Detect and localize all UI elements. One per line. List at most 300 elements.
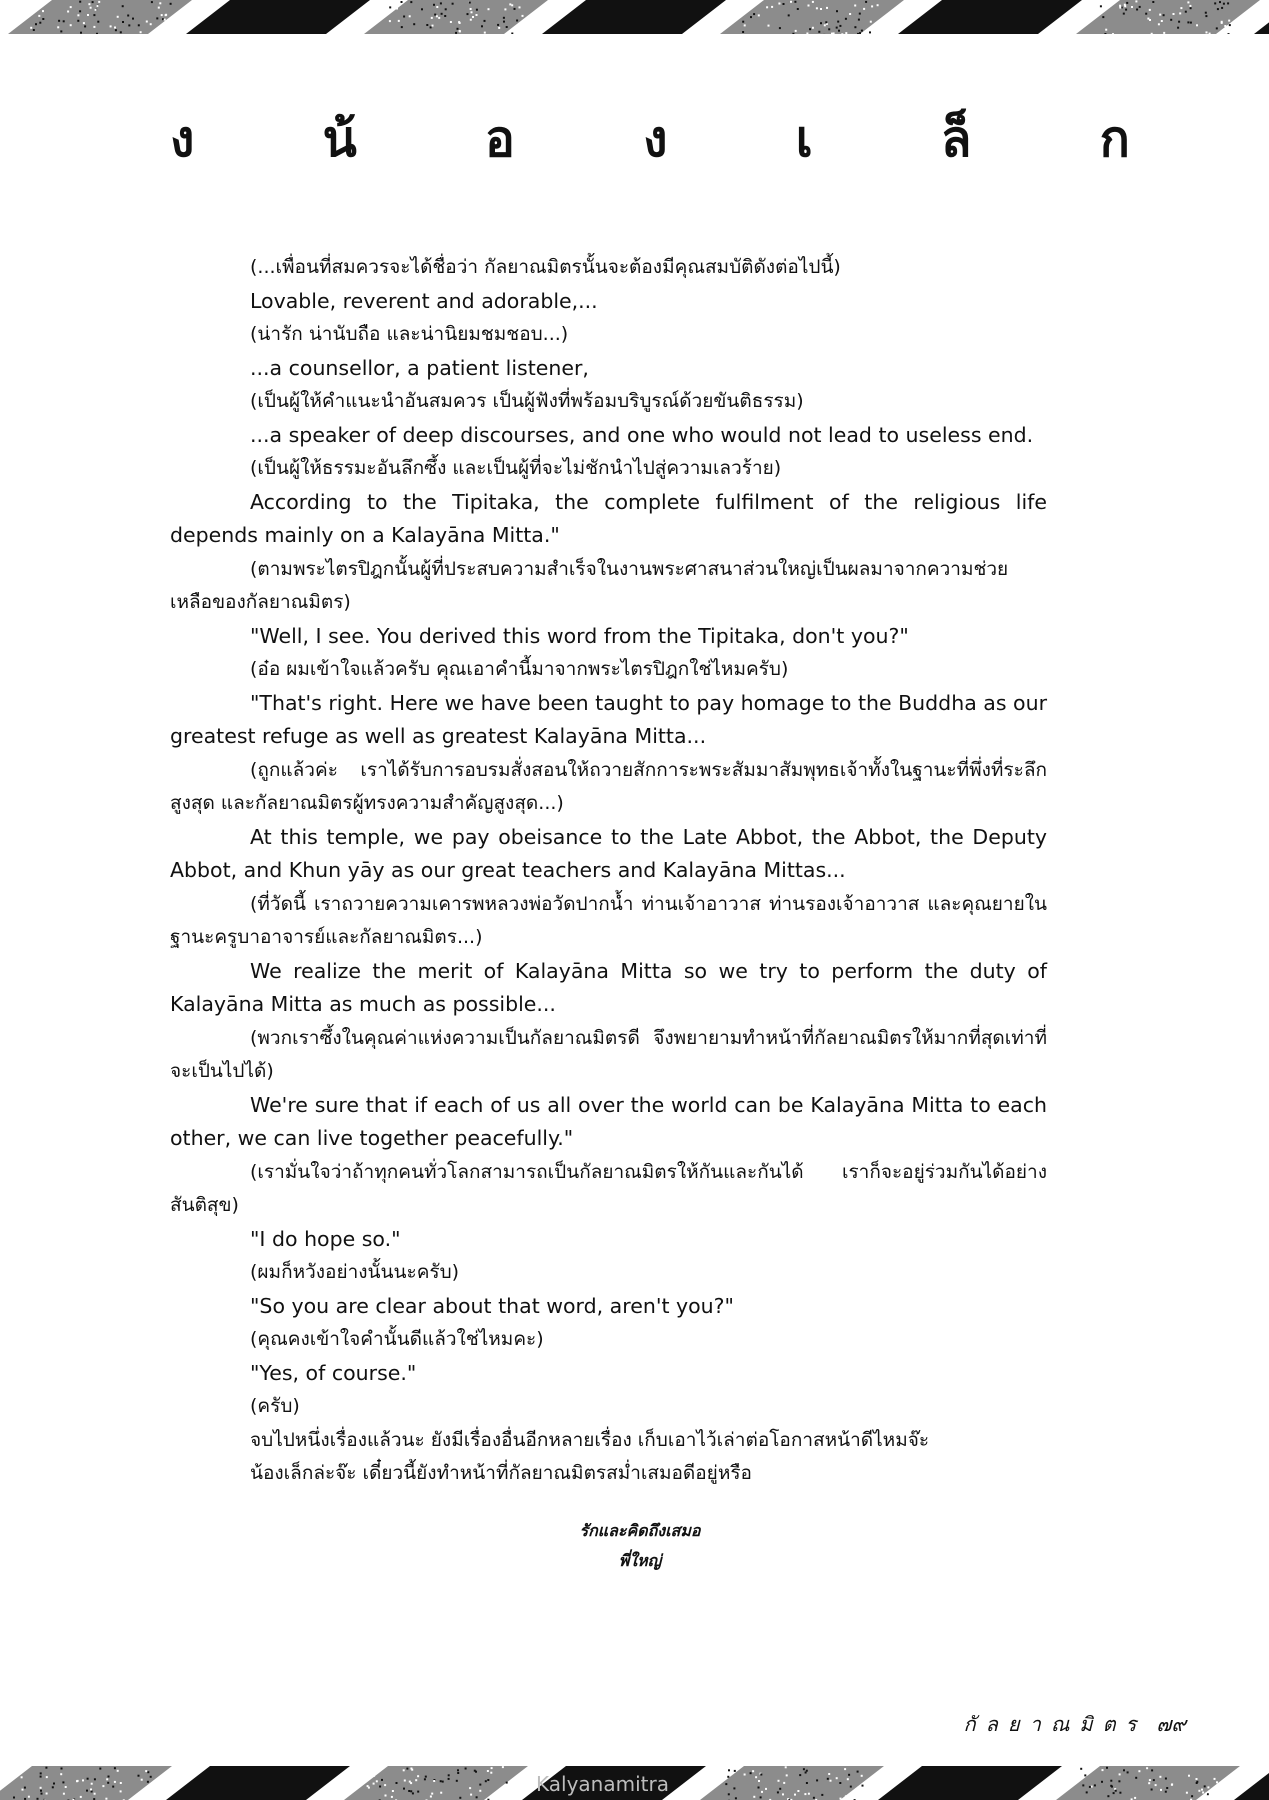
band-speckle [16, 1768, 18, 1770]
band-speckle [1187, 1, 1189, 3]
band-speckle [114, 1781, 116, 1783]
band-speckle [1186, 1792, 1188, 1794]
band-speckle [438, 17, 440, 19]
band-speckle [1229, 24, 1231, 26]
band-speckle [1227, 2, 1229, 4]
band-speckle [854, 26, 856, 28]
band-stripe [166, 1766, 350, 1800]
band-stripe [344, 1766, 528, 1800]
band-speckle [1123, 13, 1125, 15]
band-speckle [771, 6, 773, 8]
band-speckle [1107, 1795, 1109, 1797]
band-speckle [1202, 1792, 1204, 1794]
page-heading [170, 100, 1130, 179]
band-speckle [430, 26, 432, 28]
band-speckle [117, 16, 119, 18]
band-speckle [792, 33, 794, 34]
band-speckle [156, 17, 158, 19]
band-speckle [122, 5, 124, 7]
band-speckle [840, 1798, 842, 1800]
band-stripe [542, 0, 726, 34]
band-speckle [742, 21, 744, 23]
band-stripe [186, 0, 370, 34]
band-speckle [445, 8, 447, 10]
band-speckle [60, 1773, 62, 1775]
band-speckle [766, 6, 768, 8]
band-speckle [117, 1770, 119, 1772]
band-speckle [1204, 1785, 1206, 1787]
band-speckle [795, 30, 797, 32]
band-speckle [1161, 20, 1163, 22]
band-speckle [859, 32, 861, 34]
band-speckle [1224, 25, 1226, 27]
band-speckle [138, 1775, 140, 1777]
band-speckle [376, 1780, 378, 1782]
band-speckle [1079, 1775, 1081, 1777]
band-speckle [28, 1796, 30, 1798]
band-speckle [1139, 6, 1141, 8]
band-speckle [448, 1778, 450, 1780]
heading-letter: ก [1099, 109, 1130, 168]
band-speckle [42, 10, 44, 12]
band-speckle [465, 1768, 467, 1770]
band-speckle [90, 7, 92, 9]
band-speckle [403, 16, 405, 18]
band-speckle [410, 1, 412, 3]
band-speckle [1214, 1794, 1216, 1796]
band-speckle [848, 1774, 850, 1776]
band-speckle [803, 1768, 805, 1770]
band-speckle [457, 28, 459, 30]
band-speckle [826, 7, 828, 9]
band-speckle [742, 31, 744, 33]
band-speckle [33, 29, 35, 31]
band-speckle [35, 23, 37, 25]
band-speckle [865, 1, 867, 3]
band-speckle [1177, 27, 1179, 29]
heading-letter: ง [170, 109, 195, 168]
band-speckle [725, 1783, 727, 1785]
band-speckle [1218, 1788, 1220, 1790]
band-speckle [150, 1776, 152, 1778]
band-speckle [1163, 32, 1165, 34]
band-speckle [758, 1787, 760, 1789]
band-speckle [1094, 1784, 1096, 1786]
band-speckle [102, 1785, 104, 1787]
band-speckle [481, 25, 483, 27]
band-speckle [42, 18, 44, 20]
band-speckle [799, 1774, 801, 1776]
band-speckle [1207, 1786, 1209, 1788]
band-speckle [164, 19, 166, 21]
paragraph: "Yes, of course." [250, 1360, 417, 1385]
band-speckle [1189, 5, 1191, 7]
band-speckle [413, 23, 415, 25]
band-speckle [389, 20, 391, 22]
band-speckle [1106, 1767, 1108, 1769]
band-speckle [847, 1778, 849, 1780]
band-speckle [861, 1775, 863, 1777]
band-speckle [830, 1780, 832, 1782]
band-speckle [472, 16, 474, 18]
band-speckle [863, 8, 865, 10]
band-speckle [87, 1778, 89, 1780]
band-speckle [120, 1782, 122, 1784]
band-speckle [845, 1795, 847, 1797]
band-speckle [1196, 24, 1198, 26]
band-speckle [511, 33, 513, 35]
band-speckle [744, 24, 746, 26]
band-speckle [1165, 1791, 1167, 1793]
band-speckle [785, 1766, 787, 1768]
band-speckle [150, 23, 152, 25]
band-speckle [1205, 12, 1207, 14]
band-speckle [1191, 1795, 1193, 1797]
band-speckle [431, 17, 433, 19]
band-speckle [844, 1768, 846, 1770]
band-speckle [779, 27, 781, 29]
band-stripe [1234, 1766, 1269, 1800]
band-speckle [504, 8, 506, 10]
band-speckle [491, 1767, 493, 1769]
band-speckle [760, 1796, 762, 1798]
band-speckle [84, 25, 86, 27]
band-speckle [403, 1788, 405, 1790]
band-speckle [122, 21, 124, 23]
band-speckle [1160, 1789, 1162, 1791]
paragraph: Lovable, reverent and adorable,... [250, 288, 598, 313]
band-speckle [1124, 5, 1126, 7]
band-speckle [1173, 13, 1175, 15]
band-stripe [1056, 1766, 1240, 1800]
band-speckle [485, 1780, 487, 1782]
band-speckle [99, 1768, 101, 1770]
band-speckle [809, 28, 811, 30]
signature-closing: รักและคิดถึงเสมอ [579, 1521, 701, 1540]
band-speckle [841, 33, 843, 34]
band-speckle [415, 1779, 417, 1781]
band-speckle [765, 1788, 767, 1790]
band-speckle [1205, 15, 1207, 17]
band-speckle [396, 8, 398, 10]
band-stripe [700, 1766, 884, 1800]
band-speckle [753, 13, 755, 15]
band-speckle [1146, 1767, 1148, 1769]
band-speckle [750, 1772, 752, 1774]
band-speckle [1216, 27, 1218, 29]
band-speckle [79, 10, 81, 12]
paragraph: (พวกเราซึ้งในคุณค่าแห่งความเป็นกัลยาณมิตรดี จึงพยายามทำหน้าที่กัลยาณมิตรให้มากที่สุดเท่าที่จะเป็นไปได้) [170, 1026, 1047, 1082]
paragraph: (...เพื่อนที่สมควรจะได้ชื่อว่า กัลยาณมิตรนั้นจะต้องมีคุณสมบัติดังต่อไปนี้) [250, 256, 841, 278]
band-speckle [46, 1793, 48, 1795]
watermark: Kalyanamitra [536, 1772, 669, 1796]
band-speckle [384, 1784, 386, 1786]
band-speckle [97, 5, 99, 7]
band-speckle [1151, 1789, 1153, 1791]
band-speckle [783, 1782, 785, 1784]
band-speckle [818, 31, 820, 33]
band-speckle [1190, 22, 1192, 24]
band-speckle [432, 25, 434, 27]
band-speckle [476, 9, 478, 11]
band-speckle [497, 24, 499, 26]
heading-letter: เ [795, 109, 813, 168]
heading-letter: ล็ [940, 109, 972, 168]
paragraph: We realize the merit of Kalayāna Mitta so we try to perform the duty of Kalayāna Mitta as much as possible... [170, 958, 1047, 1016]
band-speckle [77, 20, 79, 22]
band-speckle [1219, 1, 1221, 3]
band-speckle [1148, 1782, 1150, 1784]
band-speckle [77, 14, 79, 16]
band-speckle [1134, 1797, 1136, 1799]
band-speckle [115, 29, 117, 31]
paragraph: จบไปหนึ่งเรื่องแล้วนะ ยังมีเรื่องอื่นอีกหลายเรื่อง เก็บเอาไว้เล่าต่อโอกาสหน้าดีไหมจ๊ะ [250, 1428, 930, 1451]
band-speckle [836, 27, 838, 29]
band-speckle [859, 13, 861, 15]
band-speckle [1082, 1784, 1084, 1786]
band-speckle [60, 30, 62, 32]
band-speckle [96, 33, 98, 34]
band-speckle [373, 1783, 375, 1785]
paragraph: น้องเล็กล่ะจ๊ะ เดี๋ยวนี้ยังทำหน้าที่กัลยาณมิตรสม่ำเสมอดีอยู่หรือ [250, 1462, 752, 1484]
paragraph: (เป็นผู้ให้ธรรมะอันลึกซึ้ง และเป็นผู้ที่จะไม่ชักนำไปสู่ความเลวร้าย) [250, 457, 782, 479]
band-speckle [470, 19, 472, 21]
band-speckle [1136, 9, 1138, 11]
band-speckle [820, 8, 822, 10]
band-speckle [458, 21, 460, 23]
band-speckle [778, 1780, 780, 1782]
band-speckle [441, 13, 443, 15]
band-speckle [1086, 1791, 1088, 1793]
band-speckle [30, 27, 32, 29]
band-speckle [409, 15, 411, 17]
band-speckle [1125, 9, 1127, 11]
band-speckle [1159, 1776, 1161, 1778]
band-speckle [457, 1772, 459, 1774]
band-speckle [41, 1793, 43, 1795]
paragraph: "Well, I see. You derived this word from the Tipitaka, don't you?" [250, 623, 909, 648]
band-speckle [40, 1790, 42, 1792]
band-speckle [22, 1789, 24, 1791]
band-speckle [1214, 1778, 1216, 1780]
band-speckle [839, 1782, 841, 1784]
band-speckle [506, 1782, 508, 1784]
band-speckle [379, 1786, 381, 1788]
band-speckle [728, 1769, 730, 1771]
band-speckle [487, 1770, 489, 1772]
band-speckle [755, 1776, 757, 1778]
band-speckle [836, 1777, 838, 1779]
band-speckle [479, 1790, 481, 1792]
band-speckle [1104, 33, 1106, 34]
band-speckle [62, 1781, 64, 1783]
band-speckle [839, 25, 841, 27]
band-speckle [1091, 1786, 1093, 1788]
band-speckle [479, 1784, 481, 1786]
band-speckle [65, 1786, 67, 1788]
band-speckle [169, 24, 171, 26]
band-speckle [373, 1775, 375, 1777]
band-speckle [850, 1786, 852, 1788]
band-speckle [1201, 1789, 1203, 1791]
band-speckle [498, 27, 500, 29]
band-speckle [147, 1781, 149, 1783]
band-speckle [845, 32, 847, 34]
band-speckle [1178, 21, 1180, 23]
signature-name: พี่ใหญ่ [618, 1551, 662, 1570]
band-speckle [455, 32, 457, 34]
band-speckle [794, 1, 796, 3]
band-speckle [52, 1786, 54, 1788]
band-speckle [40, 1776, 42, 1778]
band-speckle [1187, 21, 1189, 23]
band-speckle [430, 1796, 432, 1798]
band-speckle [487, 1779, 489, 1781]
band-speckle [753, 1796, 755, 1798]
band-speckle [744, 1774, 746, 1776]
band-speckle [444, 15, 446, 17]
band-speckle [80, 32, 82, 34]
band-speckle [1111, 1786, 1113, 1788]
band-speckle [433, 4, 435, 6]
band-speckle [1180, 7, 1182, 9]
band-speckle [141, 1779, 143, 1781]
band-speckle [410, 1782, 412, 1784]
band-speckle [92, 1, 94, 3]
band-speckle [882, 21, 884, 23]
band-speckle [161, 14, 163, 16]
band-speckle [1123, 1769, 1125, 1771]
band-speckle [788, 14, 790, 16]
band-speckle [381, 1779, 383, 1781]
band-speckle [408, 1790, 410, 1792]
band-speckle [45, 1767, 47, 1769]
band-speckle [406, 1768, 408, 1770]
band-speckle [511, 4, 513, 6]
paragraph: (เป็นผู้ให้คำแนะนำอันสมควร เป็นผู้ฟังที่พร้อมบริบูรณ์ด้วยขันติธรรม) [250, 390, 804, 412]
band-speckle [858, 1786, 860, 1788]
band-speckle [401, 1, 403, 3]
band-speckle [13, 1797, 15, 1799]
heading-letter: อ [484, 109, 515, 168]
band-speckle [40, 1787, 42, 1789]
band-stripe [898, 0, 1082, 34]
band-speckle [820, 22, 822, 24]
band-speckle [812, 1, 814, 3]
band-speckle [735, 1797, 737, 1799]
band-speckle [426, 24, 428, 26]
band-speckle [1119, 1773, 1121, 1775]
band-speckle [1100, 5, 1102, 7]
band-speckle [1152, 1, 1154, 3]
band-speckle [1149, 1779, 1151, 1781]
band-speckle [61, 1768, 63, 1770]
paragraph: "That's right. Here we have been taught to pay homage to the Buddha as our greatest refuge as well as greatest Kalayāna Mitta... [170, 690, 1047, 748]
band-speckle [1207, 1793, 1209, 1795]
band-speckle [816, 1779, 818, 1781]
band-speckle [862, 1785, 864, 1787]
band-speckle [1216, 1785, 1218, 1787]
band-speckle [760, 1774, 762, 1776]
band-speckle [475, 1771, 477, 1773]
band-speckle [165, 14, 167, 16]
band-speckle [94, 1793, 96, 1795]
band-speckle [1228, 33, 1230, 34]
band-speckle [824, 24, 826, 26]
band-speckle [1196, 1778, 1198, 1780]
band-speckle [436, 6, 438, 8]
band-speckle [522, 15, 524, 17]
band-speckle [410, 1768, 412, 1770]
band-speckle [82, 1779, 84, 1781]
band-speckle [858, 19, 860, 21]
band-speckle [11, 1774, 13, 1776]
band-speckle [86, 1790, 88, 1792]
band-speckle [1163, 14, 1165, 16]
band-speckle [503, 17, 505, 19]
band-speckle [854, 5, 856, 7]
paragraph: (อ๋อ ผมเข้าใจแล้วครับ คุณเอาคำนี้มาจากพระไตรปิฎกใช่ไหมครับ) [250, 658, 789, 680]
band-speckle [452, 3, 454, 5]
band-speckle [403, 1769, 405, 1771]
band-speckle [98, 1, 100, 3]
band-speckle [1185, 11, 1187, 13]
letter-body [170, 251, 1047, 1491]
band-speckle [58, 20, 60, 22]
band-speckle [1153, 1779, 1155, 1781]
band-speckle [114, 27, 116, 29]
band-speckle [40, 1772, 42, 1774]
band-speckle [404, 1780, 406, 1782]
band-speckle [168, 29, 170, 31]
band-speckle [1100, 12, 1102, 14]
paragraph: According to the Tipitaka, the complete fulfilment of the religious life depends mainly on a Kalayāna Mitta." [170, 489, 1047, 547]
band-speckle [1217, 8, 1219, 10]
band-speckle [836, 10, 838, 12]
footer-magazine-title: กัลยาณมิตร [963, 1712, 1147, 1736]
band-speckle [440, 1792, 442, 1794]
band-speckle [417, 1791, 419, 1793]
band-speckle [778, 3, 780, 5]
band-speckle [806, 1770, 808, 1772]
band-speckle [1228, 20, 1230, 22]
band-speckle [95, 9, 97, 11]
paragraph: "So you are clear about that word, aren't you?" [250, 1293, 734, 1318]
band-speckle [816, 7, 818, 9]
band-speckle [476, 1796, 478, 1798]
band-speckle [410, 1790, 412, 1792]
band-speckle [396, 1782, 398, 1784]
band-speckle [804, 1793, 806, 1795]
band-speckle [728, 1793, 730, 1795]
band-speckle [436, 15, 438, 17]
band-speckle [63, 20, 65, 22]
band-speckle [1084, 1774, 1086, 1776]
band-speckle [877, 4, 879, 6]
band-speckle [1145, 13, 1147, 15]
band-speckle [825, 21, 827, 23]
band-speckle [1190, 7, 1192, 9]
band-stripe [8, 0, 192, 34]
band-speckle [806, 1782, 808, 1784]
paragraph: (ครับ) [250, 1395, 300, 1417]
paragraph: (ที่วัดนี้ เราถวายความเคารพหลวงพ่อวัดปากน้ำ ท่านเจ้าอาวาส ท่านรองเจ้าอาวาส และคุณยายในฐานะครูบาอาจารย์และกัลยาณมิตร...) [170, 892, 1047, 948]
band-speckle [506, 26, 508, 28]
band-speckle [1102, 16, 1104, 18]
paragraph: We're sure that if each of us all over the world can be Kalayāna Mitta to each other, we can live together peacefully." [170, 1092, 1047, 1150]
page-footer [906, 1708, 1186, 1740]
band-speckle [425, 1776, 427, 1778]
